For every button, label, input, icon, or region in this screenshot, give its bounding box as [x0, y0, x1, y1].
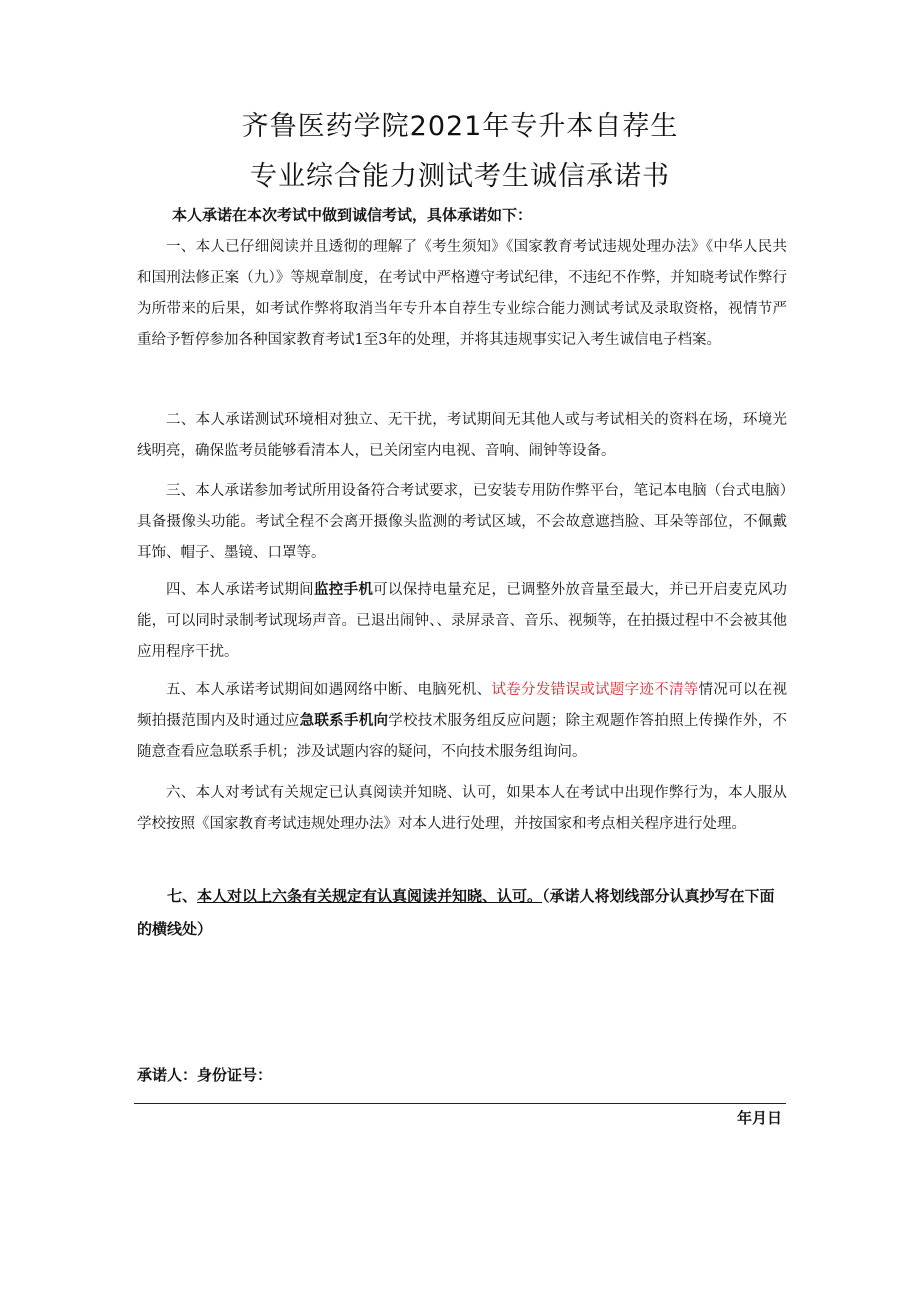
- intro-statement: 本人承诺在本次考试中做到诚信考试，具体承诺如下：: [172, 206, 533, 224]
- pledge-item-7-underlined: 本人对以上六条有关规定有认真阅读并知晓、认可。: [197, 887, 543, 905]
- signature-line: [134, 1103, 786, 1104]
- pledge-item-5-text-c: 情况可以在视频拍摄范围内及时通过应: [137, 682, 788, 729]
- pledge-item-5-emphasis: 急联系手机向: [299, 713, 389, 729]
- pledge-item-1: 一、本人已仔细阅读并且透彻的理解了《考生须知》《国家教育考试违规处理办法》《中华人民共和国刑法修正案（九）》等规章制度，在考试中严格遵守考试纪律，不违纪不作弊，并知晓考试作弊行为所带来的后果，如考试作弊将取消当年专升本自荐生专业综合能力测试考试及录取资格，视情节严重给予暂停参加各种国家教育考试1至3年的处理，并将其违规事实记入考生诚信电子档案。: [137, 239, 787, 348]
- pledge-item-6: 六、本人对考试有关规定已认真阅读并知晓、认可，如果本人在考试中出现作弊行为，本人服从学校按照《国家教育考试违规处理办法》对本人进行处理，并按国家和考点相关程序进行处理。: [137, 785, 787, 832]
- date-label: 年月日: [736, 1109, 782, 1127]
- pledge-item-4: [137, 575, 787, 668]
- pledge-item-4-text-a: 四、本人承诺考试期间: [166, 582, 314, 598]
- title-line-1: 齐鲁医药学院2021年专升本自荐生: [241, 111, 679, 142]
- pledge-item-3: 三、本人承诺参加考试所用设备符合考试要求，已安装专用防作弊平台，笔记本电脑（台式电脑）具备摄像头功能。考试全程不会离开摄像头监测的考试区域，不会故意遮挡脸、耳朵等部位，不佩戴耳饰、帽子、墨镜、口罩等。: [137, 483, 787, 561]
- pledge-item-4-emphasis: 监控手机: [313, 582, 374, 598]
- pledge-item-5-red-emphasis: 试卷分发错误或试题字迹不清等: [491, 682, 699, 698]
- pledge-item-2: 二、本人承诺测试环境相对独立、无干扰，考试期间无其他人或与考试相关的资料在场，环境光线明亮，确保监考员能够看清本人，已关闭室内电视、音响、闹钟等设备。: [137, 412, 787, 459]
- pledge-item-7: [137, 880, 787, 946]
- pledge-item-5-text-a: 五、本人承诺考试期间如遇网络中断、电脑死机、: [166, 682, 492, 698]
- pledge-item-5: [137, 675, 787, 768]
- pledge-item-4-text-c: 可以保持电量充足，已调整外放音量至最大，并已开启麦克风功能，可以同时录制考试现场声音。已退出闹钟、、录屏录音、音乐、视频等，在拍摄过程中不会被其他应用程序干扰。: [137, 582, 788, 660]
- signer-label: 承诺人：身份证号：: [137, 1066, 273, 1084]
- pledge-item-7-prefix: 七、: [167, 887, 198, 905]
- pledge-item-7-suffix: （承诺人将划线部分认真抄写在下面的横线处）: [137, 887, 775, 938]
- pledge-item-5-text-e: 学校技术服务组反应问题；除主观题作答拍照上传操作外，不随意查看应急联系手机；涉及试题内容的疑问，不向技术服务组询问。: [137, 713, 788, 760]
- title-line-2: 专业综合能力测试考生诚信承诺书: [250, 161, 670, 192]
